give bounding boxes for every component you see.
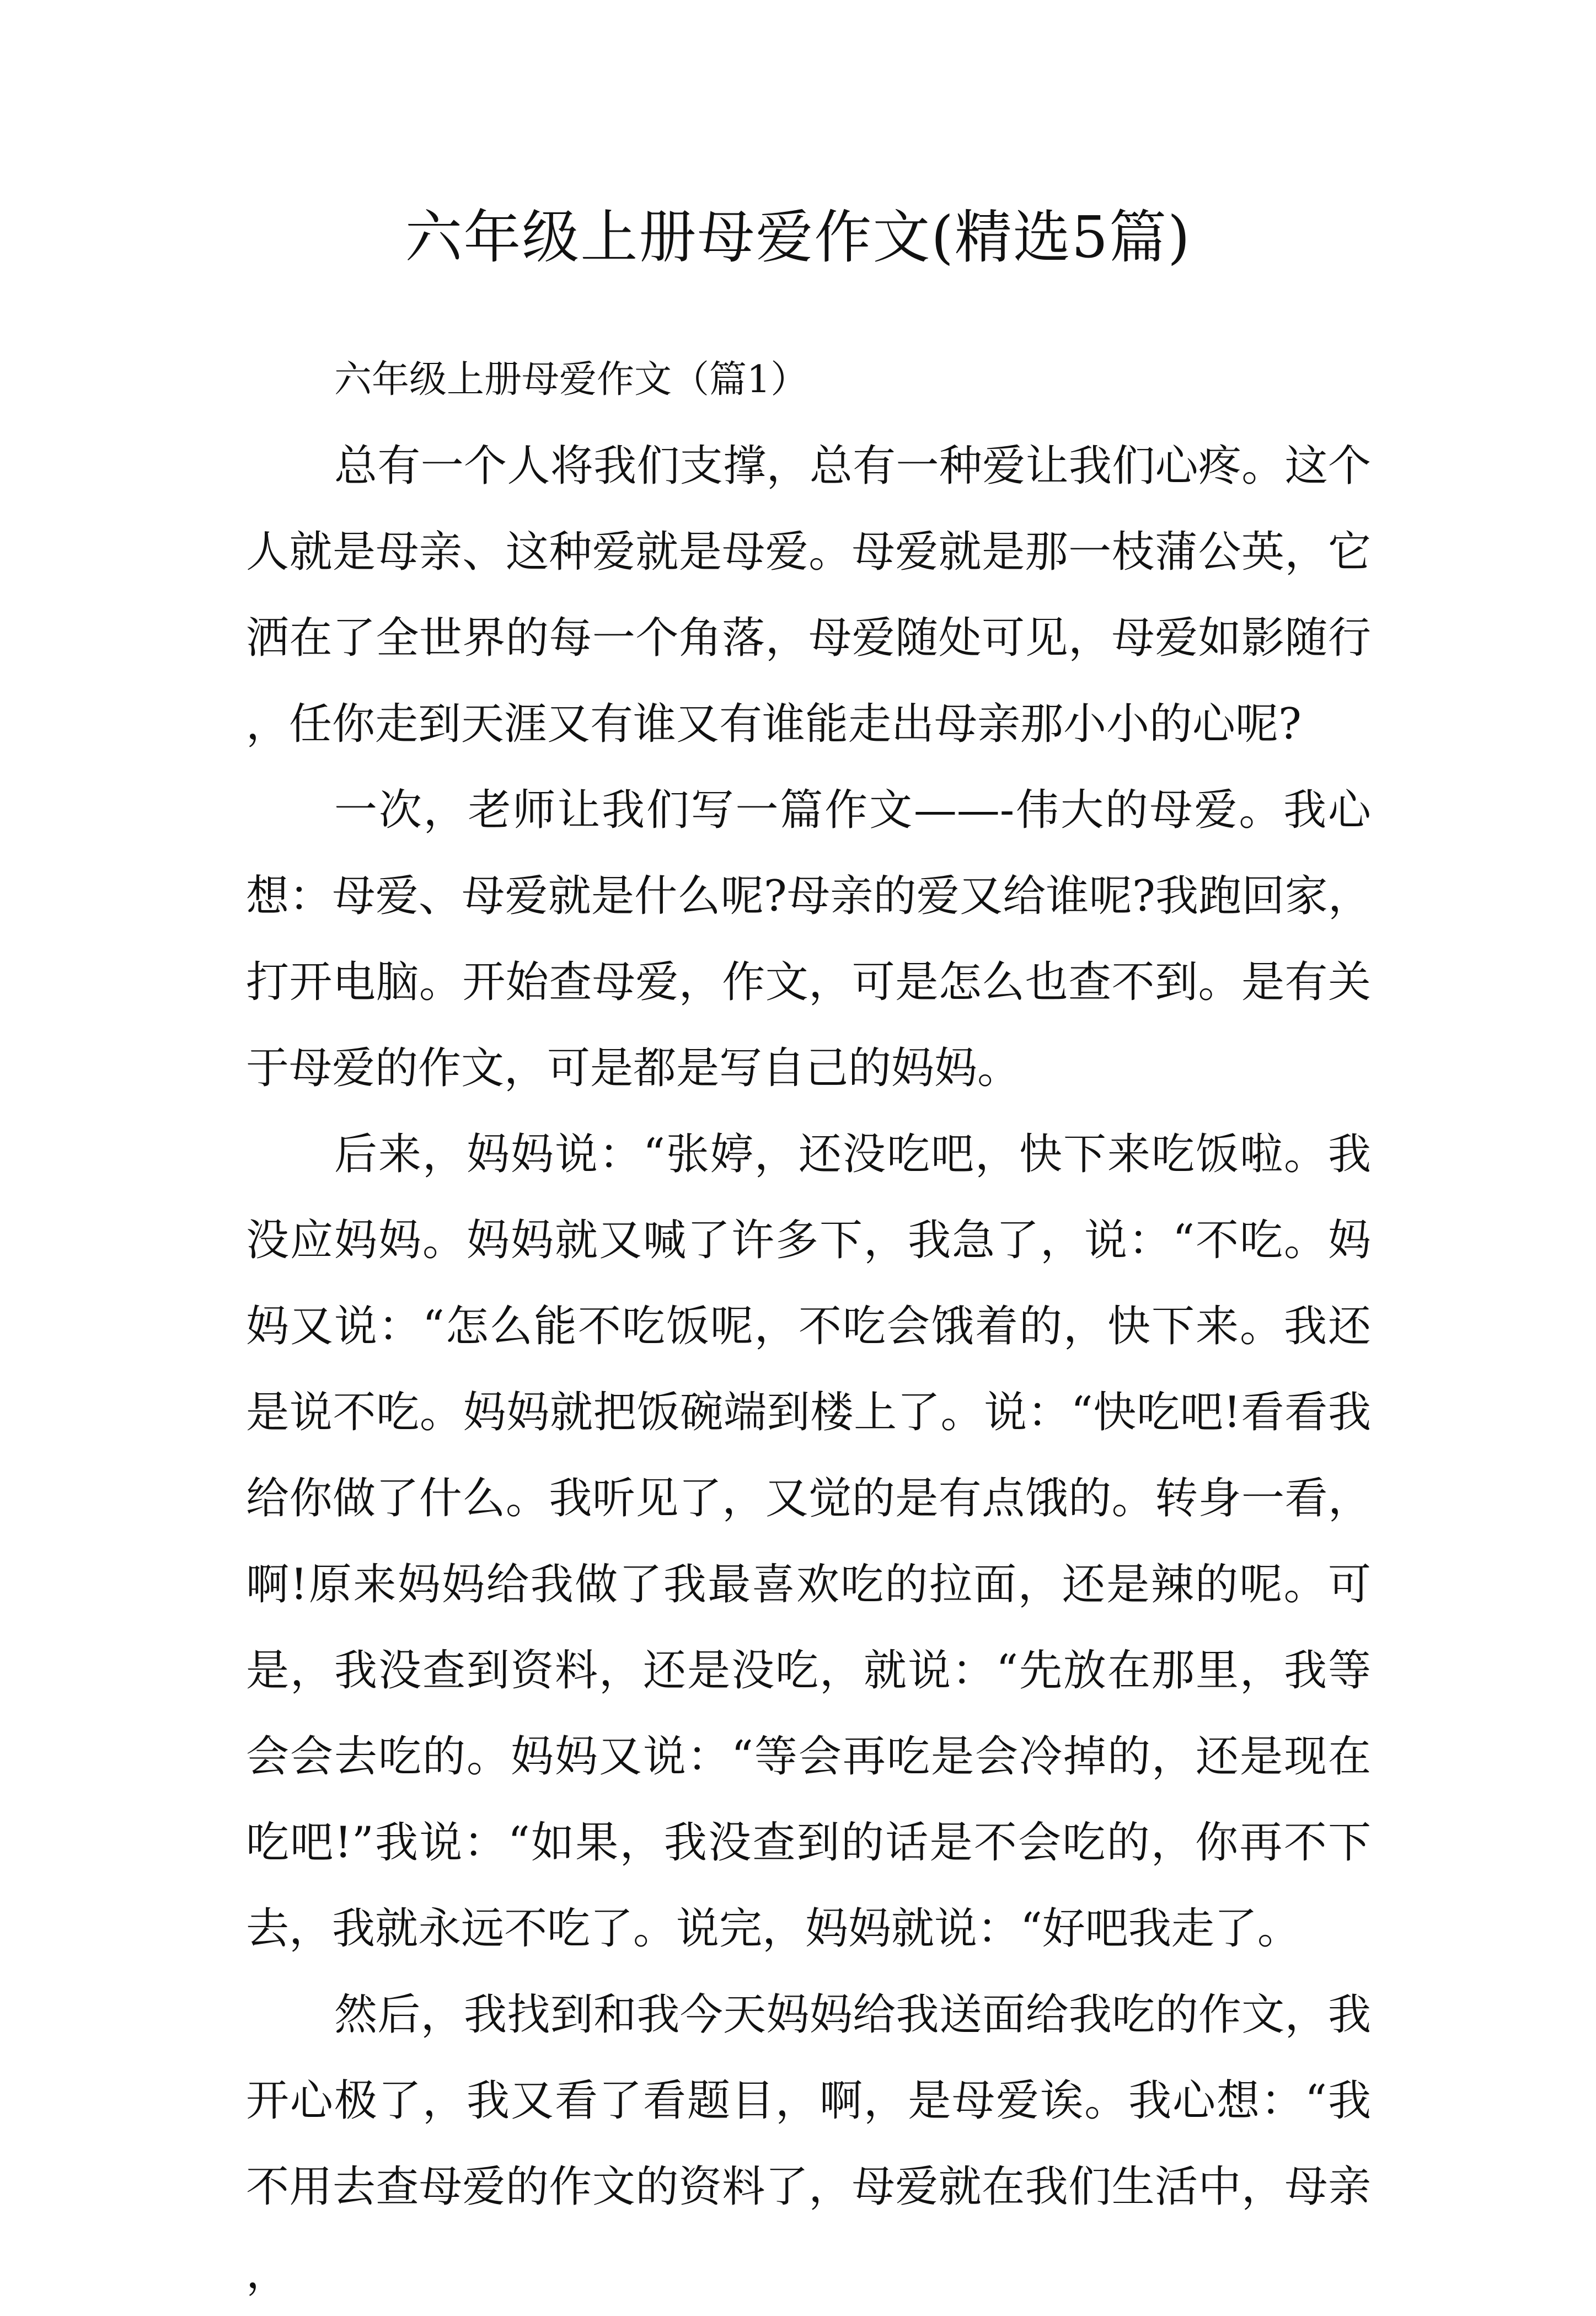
paragraph-1: 总有一个人将我们支撑，总有一种爱让我们心疼。这个人就是母亲、这种爱就是母爱。母爱就是那一枝蒲公英，它洒在了全世界的每一个角落，母爱随处可见，母爱如影随行，任你走到天涯又有谁又有谁能走出母亲那小小的心呢? <box>246 441 1371 749</box>
document-body <box>246 337 1371 2316</box>
paragraph-4: 然后，我找到和我今天妈妈给我送面给我吃的作文，我开心极了，我又看了看题目，啊，是母爱诶。我心想：“我不用去查母爱的作文的资料了，母爱就在我们生活中，母亲， <box>246 1990 1371 2298</box>
section-heading: 六年级上册母爱作文（篇1） <box>334 358 808 402</box>
paragraph-3: 后来，妈妈说：“张婷，还没吃吧，快下来吃饭啦。我没应妈妈。妈妈就又喊了许多下，我急了，说：“不吃。妈妈又说：“怎么能不吃饭呢，不吃会饿着的，快下来。我还是说不吃。妈妈就把饭碗端到楼上了。说：“快吃吧!看看我给你做了什么。我听见了，又觉的是有点饿的。转身一看，啊!原来妈妈给我做了我最喜欢吃的拉面，还是辣的呢。可是，我没查到资料，还是没吃，就说：“先放在那里，我等会会去吃的。妈妈又说：“等会再吃是会冷掉的，还是现在吃吧!”我说：“如果，我没查到的话是不会吃的，你再不下去，我就永远不吃了。说完，妈妈就说：“好吧我走了。 <box>246 1130 1371 1954</box>
paragraph-2: 一次，老师让我们写一篇作文——-伟大的母爱。我心想：母爱、母爱就是什么呢?母亲的爱又给谁呢?我跑回家，打开电脑。开始查母爱，作文，可是怎么也查不到。是有关于母爱的作文，可是都是写自己的妈妈。 <box>246 785 1371 1093</box>
document-title: 六年级上册母爱作文(精选5篇) <box>405 204 1191 271</box>
